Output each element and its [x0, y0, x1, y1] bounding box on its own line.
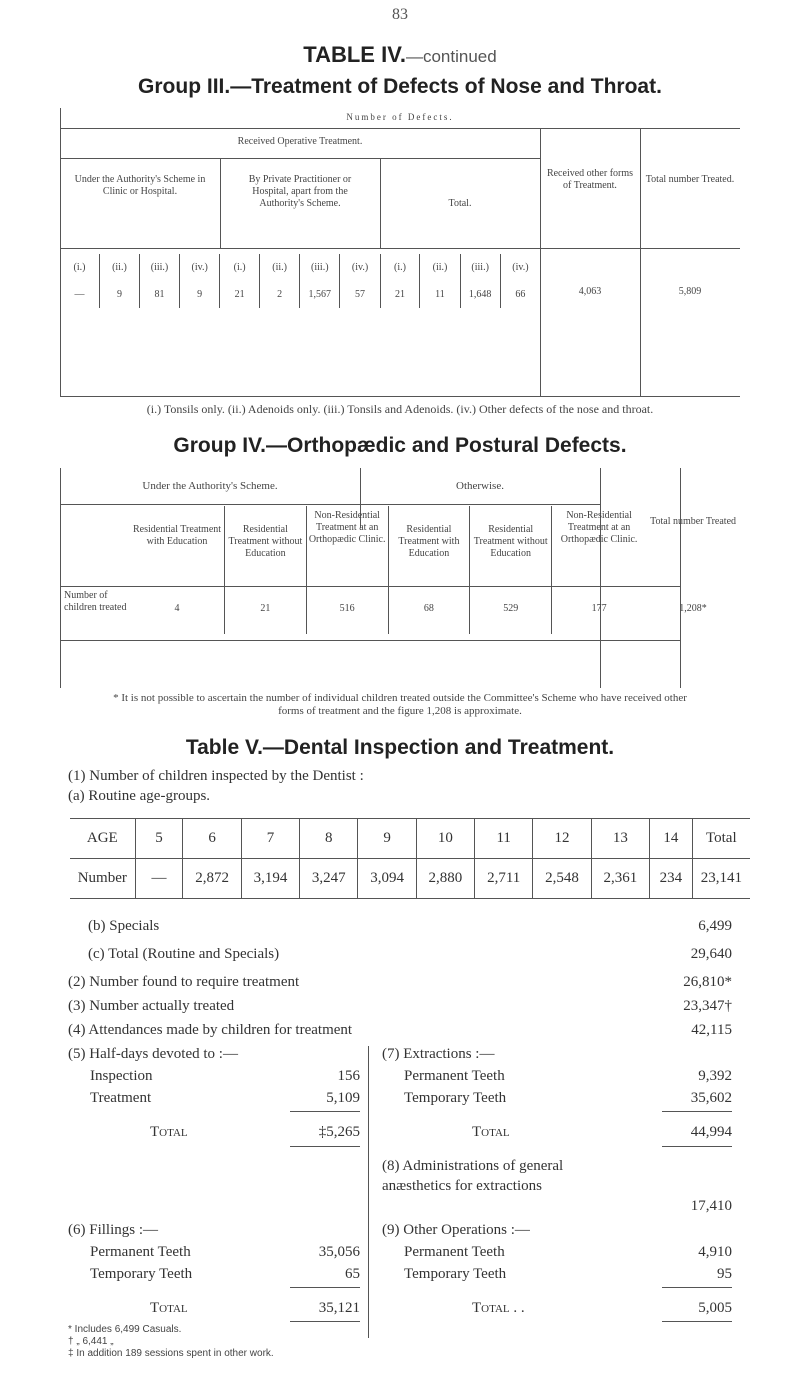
value-cell: 21: [220, 280, 260, 308]
age-header: AGE: [86, 830, 118, 846]
value-cell: 529: [470, 584, 552, 634]
age-cell: 7: [241, 819, 299, 859]
ext-permanent-value: 9,392: [698, 1068, 732, 1084]
received-operative-heading: Received Operative Treatment.: [237, 136, 363, 147]
col-total: Total.: [448, 198, 472, 209]
inspection-value: 156: [337, 1068, 360, 1084]
ext-permanent-label: Permanent Teeth: [404, 1068, 505, 1084]
col-label: Non-Residential Treatment at an Orthopædic Clinic.: [552, 506, 647, 584]
sub-label: (iii.): [460, 254, 500, 280]
ext-temporary-value: 35,602: [690, 1090, 732, 1106]
number-cell: —: [135, 859, 183, 899]
col-total-treated: Total number Treated.: [645, 174, 735, 185]
specials-value: 6,499: [698, 918, 732, 934]
item3-value: 23,347†: [683, 998, 732, 1014]
col-label: Residential Treatment with Education: [132, 524, 222, 547]
total9-value: 5,005: [698, 1300, 732, 1316]
group-iv-columns: [130, 506, 740, 634]
total-value: 1,208*: [679, 603, 707, 614]
value-cell: 81: [139, 280, 179, 308]
total6-label: Total: [150, 1300, 188, 1316]
sub-label: (iii.): [300, 254, 340, 280]
number-cell: 3,094: [358, 859, 416, 899]
sub-label: (i.): [220, 254, 260, 280]
col-label: Non-Residential Treatment at an Orthopædic Clinic.: [306, 506, 388, 584]
age-cell: 5: [135, 819, 183, 859]
age-cell: 12: [533, 819, 591, 859]
sub-label: (i.): [380, 254, 420, 280]
number-cell: 3,247: [300, 859, 358, 899]
item4-value: 42,115: [691, 1022, 732, 1038]
item4-label: (4) Attendances made by children for treatment: [68, 1022, 353, 1038]
age-cell: 8: [300, 819, 358, 859]
value-cell: —: [74, 288, 85, 300]
col-authority-scheme: Under the Authority's Scheme in Clinic or Hospital.: [74, 174, 206, 197]
total5-value: ‡5,265: [318, 1124, 360, 1140]
total6-value: 35,121: [318, 1300, 360, 1316]
number-cell: 2,361: [591, 859, 649, 899]
item1-label: (1) Number of children inspected by the Dentist :: [68, 768, 364, 784]
item8-value: 17,410: [690, 1198, 732, 1214]
total7-label: Total: [472, 1124, 510, 1140]
sub-label: (iv.): [500, 254, 540, 280]
table-title: [0, 42, 800, 68]
value-cell: 9: [180, 280, 220, 308]
total7-value: 44,994: [690, 1124, 732, 1140]
age-cell: 10: [416, 819, 474, 859]
footnote-1: * Includes 6,499 Casuals.: [68, 1324, 182, 1335]
age-table: [70, 818, 750, 899]
sub-label: (iv.): [340, 254, 380, 280]
number-cell: 23,141: [692, 859, 750, 899]
op-permanent-value: 4,910: [698, 1244, 732, 1260]
treatment-label: Treatment: [90, 1090, 152, 1106]
item3-label: (3) Number actually treated: [68, 998, 235, 1014]
number-cell: 2,880: [416, 859, 474, 899]
other-treatment-value: 4,063: [578, 286, 602, 297]
fill-temporary-label: Temporary Teeth: [90, 1266, 193, 1282]
total-routine-specials-value: 29,640: [690, 946, 732, 962]
sub-label: (ii.): [99, 254, 139, 280]
value-cell: 11: [420, 280, 460, 308]
col-label: Residential Treatment with Education: [388, 506, 470, 584]
row-label: Number of children treated: [64, 590, 127, 613]
op-temporary-value: 95: [717, 1266, 732, 1282]
number-cell: 2,711: [475, 859, 533, 899]
treatment-value: 5,109: [326, 1090, 360, 1106]
number-cell: 2,548: [533, 859, 591, 899]
number-cell: 3,194: [241, 859, 299, 899]
page-number: 83: [392, 6, 408, 23]
total5-label: Total: [150, 1124, 188, 1140]
number-header: Number: [77, 870, 127, 886]
value-cell: 66: [500, 280, 540, 308]
item2-label: (2) Number found to require treatment: [68, 974, 300, 990]
fill-temporary-value: 65: [345, 1266, 360, 1282]
value-cell: 1,567: [300, 280, 340, 308]
total-treated-value: 5,809: [678, 286, 702, 297]
number-cell: 2,872: [183, 859, 241, 899]
total9-label: Total . .: [472, 1300, 525, 1316]
age-cell: 9: [358, 819, 416, 859]
ext-temporary-label: Temporary Teeth: [404, 1090, 507, 1106]
col-label: Residential Treatment without Education: [225, 506, 307, 584]
item1a-label: (a) Routine age-groups.: [68, 788, 211, 804]
value-cell: 9: [99, 280, 139, 308]
col-other-forms: Received other forms of Treatment.: [546, 168, 634, 191]
number-cell: 234: [649, 859, 692, 899]
value-cell: 21: [225, 584, 307, 634]
item2-value: 26,810*: [683, 974, 732, 990]
sub-label: (ii.): [260, 254, 300, 280]
group-iii-table: [60, 108, 740, 396]
continued-label: —continued: [405, 47, 497, 66]
fill-permanent-label: Permanent Teeth: [90, 1244, 191, 1260]
age-cell: 13: [591, 819, 649, 859]
col-private-practitioner: By Private Practitioner or Hospital, apart from the Authority's Scheme.: [248, 174, 352, 209]
group-iii-values: [60, 254, 540, 308]
item7-label: (7) Extractions :—: [382, 1046, 495, 1062]
total-routine-specials-label: (c) Total (Routine and Specials): [88, 946, 280, 962]
age-cell: 14: [649, 819, 692, 859]
otherwise-heading: Otherwise.: [456, 480, 504, 492]
table-iv-label: TABLE IV.: [303, 42, 406, 67]
specials-label: (b) Specials: [88, 918, 160, 934]
value-cell: 21: [380, 280, 420, 308]
value-cell: 4: [174, 603, 180, 614]
item8-label: (8) Administrations of general anæsthetics for extractions: [382, 1158, 564, 1194]
footnote-2: † „ 6,441 „: [68, 1336, 114, 1347]
value-cell: 57: [340, 280, 380, 308]
sub-label: (ii.): [420, 254, 460, 280]
value-cell: 68: [388, 584, 470, 634]
value-cell: 1,648: [460, 280, 500, 308]
group-iv-title: Group IV.—Orthopædic and Postural Defects.: [173, 434, 627, 457]
value-cell: 2: [260, 280, 300, 308]
op-permanent-label: Permanent Teeth: [404, 1244, 505, 1260]
footnote-3: ‡ In addition 189 sessions spent in other work.: [68, 1348, 274, 1359]
group-iii-title: Group III.—Treatment of Defects of Nose and Throat.: [138, 75, 662, 98]
age-cell: 6: [183, 819, 241, 859]
table-v-title: Table V.—Dental Inspection and Treatment.: [185, 736, 615, 759]
total-number-treated-label: Total number Treated: [650, 516, 737, 527]
number-of-defects-heading: Number of Defects.: [346, 112, 454, 122]
group-iv-footnote: * It is not possible to ascertain the number of individual children treated outside the Committee's Scheme who have received other forms of treatment and the figure 1,208 is approximate.: [113, 692, 687, 717]
item9-label: (9) Other Operations :—: [382, 1222, 530, 1238]
fill-permanent-value: 35,056: [318, 1244, 360, 1260]
group-iii-note: (i.) Tonsils only. (ii.) Adenoids only. (iii.) Tonsils and Adenoids. (iv.) Other defects of the nose and throat.: [146, 402, 654, 416]
age-cell: Total: [692, 819, 750, 859]
sub-label: (iii.): [139, 254, 179, 280]
age-cell: 11: [475, 819, 533, 859]
col-label: Residential Treatment without Education: [470, 506, 552, 584]
under-authority-heading: Under the Authority's Scheme.: [142, 480, 278, 492]
inspection-label: Inspection: [90, 1068, 153, 1084]
item5-label: (5) Half-days devoted to :—: [68, 1046, 238, 1062]
item6-label: (6) Fillings :—: [68, 1222, 159, 1238]
op-temporary-label: Temporary Teeth: [404, 1266, 507, 1282]
value-cell: 177: [552, 584, 647, 634]
sub-label: (iv.): [180, 254, 220, 280]
sub-label: (i.): [73, 261, 86, 273]
value-cell: 516: [306, 584, 388, 634]
